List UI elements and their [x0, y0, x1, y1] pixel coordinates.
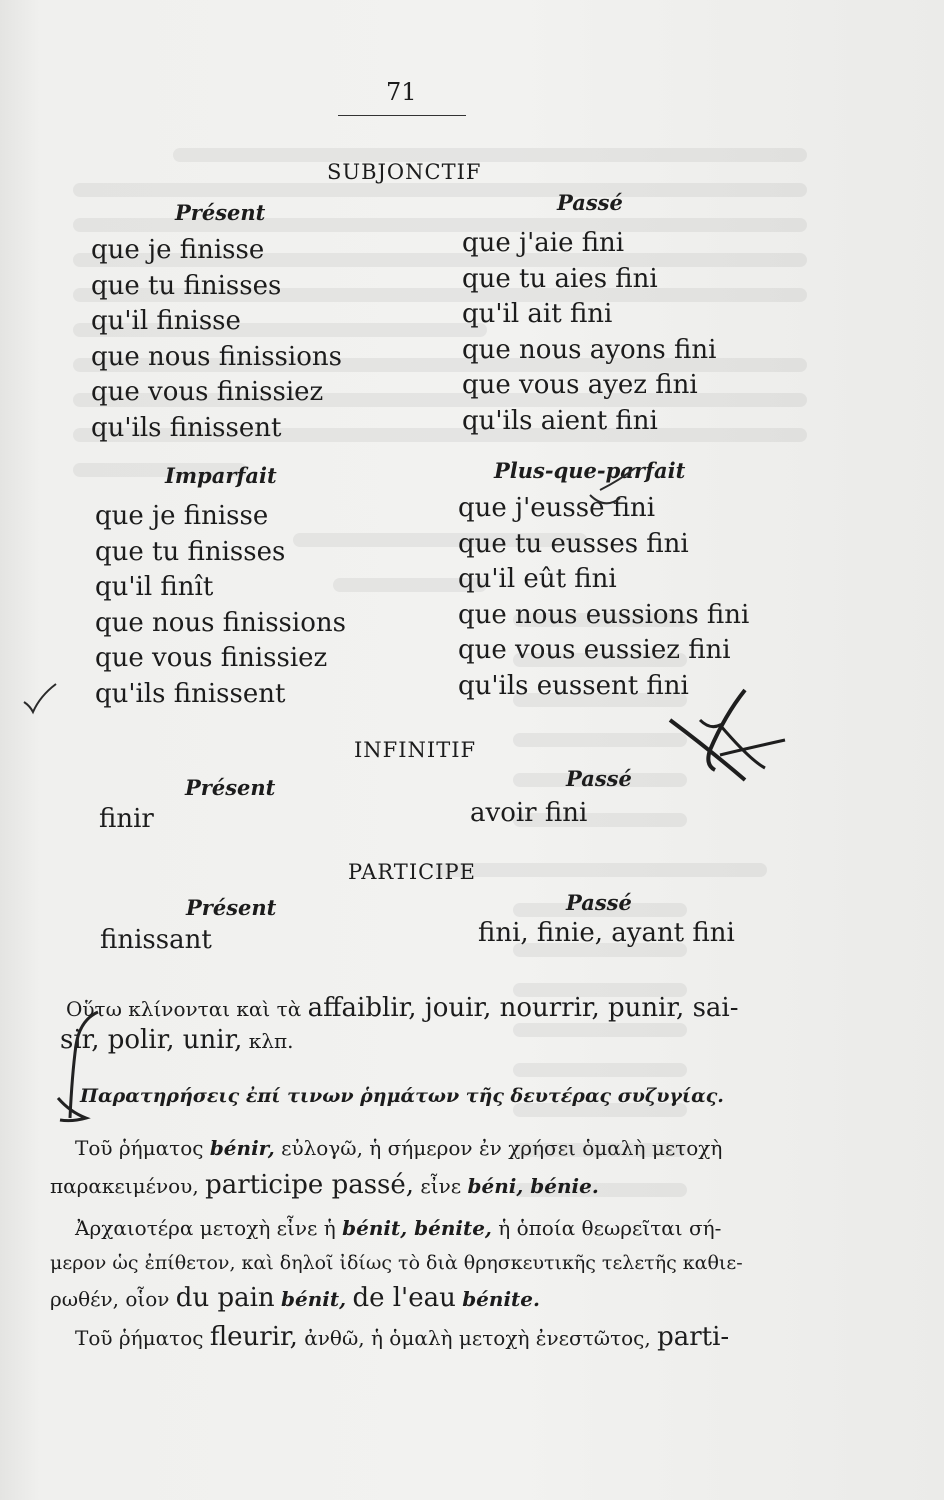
infinitif-passe-form: avoir fini [470, 798, 588, 828]
french-text: fleurir, [209, 1322, 298, 1352]
verb-form: que vous eussiez fini [458, 635, 731, 665]
verb-form: que tu finisses [91, 270, 282, 301]
french-text: de l'eau [352, 1283, 456, 1313]
paragraph2-line2 [50, 1170, 599, 1200]
observations-heading: Παρατηρήσεις ἐπί τινων ῥημάτων τῆς δευτέρας συζυγίας. [80, 1085, 724, 1107]
participe-passe-label: Passé [566, 890, 632, 915]
verb-form: que je finisse [91, 235, 265, 265]
verb-form: que tu finisses [95, 536, 286, 567]
paragraph4-line1 [75, 1322, 729, 1352]
french-text: participe passé, [205, 1170, 415, 1200]
verb-form: qu'il eût fini [458, 564, 617, 594]
greek-text: ἡ ὁποία θεωρεῖται σή- [498, 1216, 722, 1240]
french-text: béni, bénie. [467, 1174, 599, 1198]
greek-text: παρακειμένου, [50, 1174, 199, 1198]
paragraph1-line1 [66, 993, 739, 1023]
handwritten-cross-mark [560, 450, 800, 800]
greek-text: εὐλογῶ, ἡ σήμερον ἐν χρήσει ὁμαλὴ μετοχὴ [281, 1136, 723, 1160]
paragraph3-line3 [50, 1283, 540, 1313]
header-rule [338, 115, 466, 116]
page-number: 71 [386, 78, 417, 106]
present-label: Présent [175, 200, 266, 225]
plus-que-parfait-label: Plus-que-parfait [494, 458, 686, 483]
paragraph2-line1 [75, 1136, 722, 1160]
verb-form: que nous finissions [95, 607, 346, 638]
greek-text: εἶνε [420, 1174, 462, 1198]
french-text: sir, polir, unir, [60, 1025, 243, 1055]
french-text: bénite. [462, 1287, 540, 1311]
passe-label: Passé [557, 190, 623, 215]
verb-form: que j'eusse fini [458, 493, 656, 523]
french-text: du pain [175, 1283, 275, 1313]
participe-present-label: Présent [186, 895, 277, 920]
french-text: bénit, bénite, [342, 1216, 492, 1240]
french-text: parti- [657, 1322, 730, 1352]
infinitif-passe-label: Passé [566, 766, 632, 791]
verb-form: que tu aies fini [462, 263, 658, 294]
handwritten-checkmark [20, 680, 60, 720]
infinitif-heading: INFINITIF [354, 738, 477, 762]
verb-form: qu'ils eussent fini [458, 670, 689, 701]
verb-form: que nous finissions [91, 341, 342, 372]
verb-form: qu'ils finissent [95, 678, 286, 709]
verb-form: que nous ayons fini [462, 334, 717, 365]
verb-form: que vous finissiez [95, 643, 328, 673]
verb-form: que nous eussions fini [458, 599, 750, 630]
verb-form: que j'aie fini [462, 228, 625, 258]
participe-present-form: finissant [100, 925, 212, 955]
greek-text: κλπ. [248, 1029, 294, 1053]
verb-form: qu'il finît [95, 572, 214, 602]
infinitif-present-label: Présent [185, 775, 276, 800]
french-text: bénit, [281, 1287, 347, 1311]
verb-form: qu'ils finissent [91, 412, 282, 443]
verb-form: qu'il finisse [91, 306, 241, 336]
subjonctif-heading: SUBJONCTIF [327, 160, 482, 184]
verb-form: que vous ayez fini [462, 370, 698, 400]
passe-forms [462, 226, 716, 439]
paragraph3-line1 [75, 1216, 721, 1240]
greek-text: Τοῦ ῥήματος [75, 1326, 204, 1350]
imparfait-forms [95, 499, 346, 712]
paragraph3-line2: μερον ὡς ἐπίθετον, καὶ δηλοῖ ἰδίως τὸ διὰ θρησκευτικῆς τελετῆς καθιε- [50, 1252, 743, 1274]
french-text: affaiblir, jouir, nourrir, punir, sai- [307, 993, 739, 1023]
present-forms [91, 233, 342, 446]
verb-form: que vous finissiez [91, 377, 324, 407]
greek-text: Τοῦ ῥήματος [75, 1136, 204, 1160]
verb-form: qu'ils aient fini [462, 405, 658, 436]
imparfait-label: Imparfait [165, 463, 277, 488]
french-text: bénir, [209, 1136, 275, 1160]
infinitif-present-form: finir [99, 804, 154, 834]
verb-form: que je finisse [95, 501, 269, 531]
greek-text: Ἀρχαιοτέρα μετοχὴ εἶνε ἡ [75, 1216, 336, 1240]
handwritten-bracket-mark [50, 1000, 120, 1130]
verb-form: qu'il ait fini [462, 299, 613, 329]
greek-text: ἀνθῶ, ἡ ὁμαλὴ μετοχὴ ἐνεστῶτος, [304, 1326, 651, 1350]
greek-text: ρωθέν, οἷον [50, 1287, 170, 1311]
participe-heading: PARTICIPE [348, 860, 476, 884]
verb-form: que tu eusses fini [458, 528, 689, 559]
participe-passe-form: fini, finie, ayant fini [478, 918, 735, 948]
greek-text: Οὕτω κλίνονται καὶ τὰ [66, 997, 302, 1021]
